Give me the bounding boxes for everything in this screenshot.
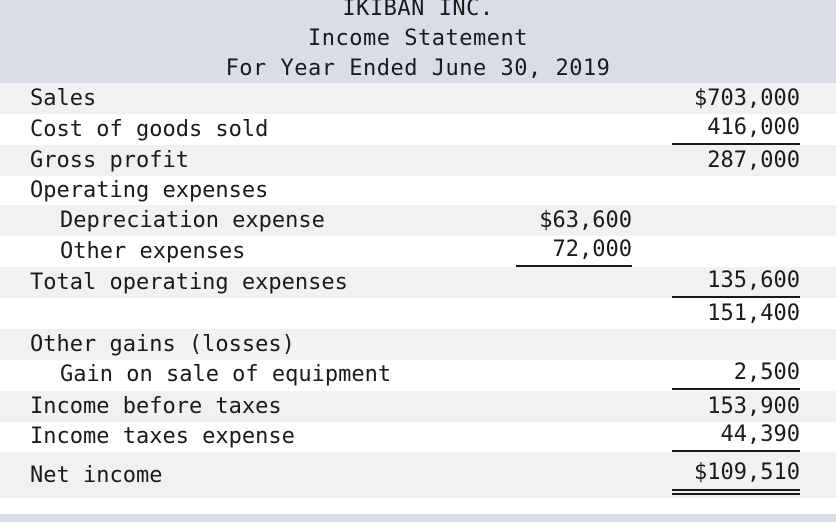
row-other-expenses [0,236,836,267]
statement-footer-bar [0,514,836,522]
row-total: 416,000 [672,114,800,145]
row-depreciation-expense [0,205,836,236]
row-sales [0,83,836,114]
row-amount: 72,000 [516,236,632,267]
row-total: 151,400 [707,301,800,326]
row-label: Total operating expenses [30,270,348,295]
company-name: IKIBAN INC. [342,0,494,21]
row-label: Net income [30,463,163,488]
row-label: Gain on sale of equipment [60,362,392,387]
row-amount: $63,600 [539,208,632,233]
row-label: Income before taxes [30,394,282,419]
row-total: $703,000 [694,86,800,111]
row-income-before-taxes [0,391,836,422]
statement-header [0,0,836,83]
row-operating-expenses [0,175,836,206]
row-label: Other gains (losses) [30,332,295,357]
row-total: $109,510 [672,458,800,491]
row-gain-on-sale-of-equipment [0,359,836,390]
row-cost-of-goods-sold [0,114,836,145]
row-label: Income taxes expense [30,424,295,449]
row-label: Cost of goods sold [30,117,269,142]
row-other-gains-losses [0,329,836,360]
row-total: 153,900 [707,394,800,419]
row-income-taxes-expense [0,421,836,452]
statement-title: Income Statement [308,26,528,51]
row-label: Sales [30,86,97,111]
row-gross-profit [0,145,836,176]
row-total-operating-expenses [0,267,836,298]
row-label: Other expenses [60,239,246,264]
row-total: 2,500 [672,359,800,390]
row-total: 287,000 [707,148,800,173]
row-net-income [0,452,836,498]
row-label: Gross profit [30,148,189,173]
row-total: 135,600 [672,267,800,298]
statement-period: For Year Ended June 30, 2019 [225,56,611,81]
row-label: Operating expenses [30,178,269,203]
row-label: Depreciation expense [60,208,325,233]
row-total: 44,390 [672,421,800,452]
row-subtotal [0,298,836,329]
